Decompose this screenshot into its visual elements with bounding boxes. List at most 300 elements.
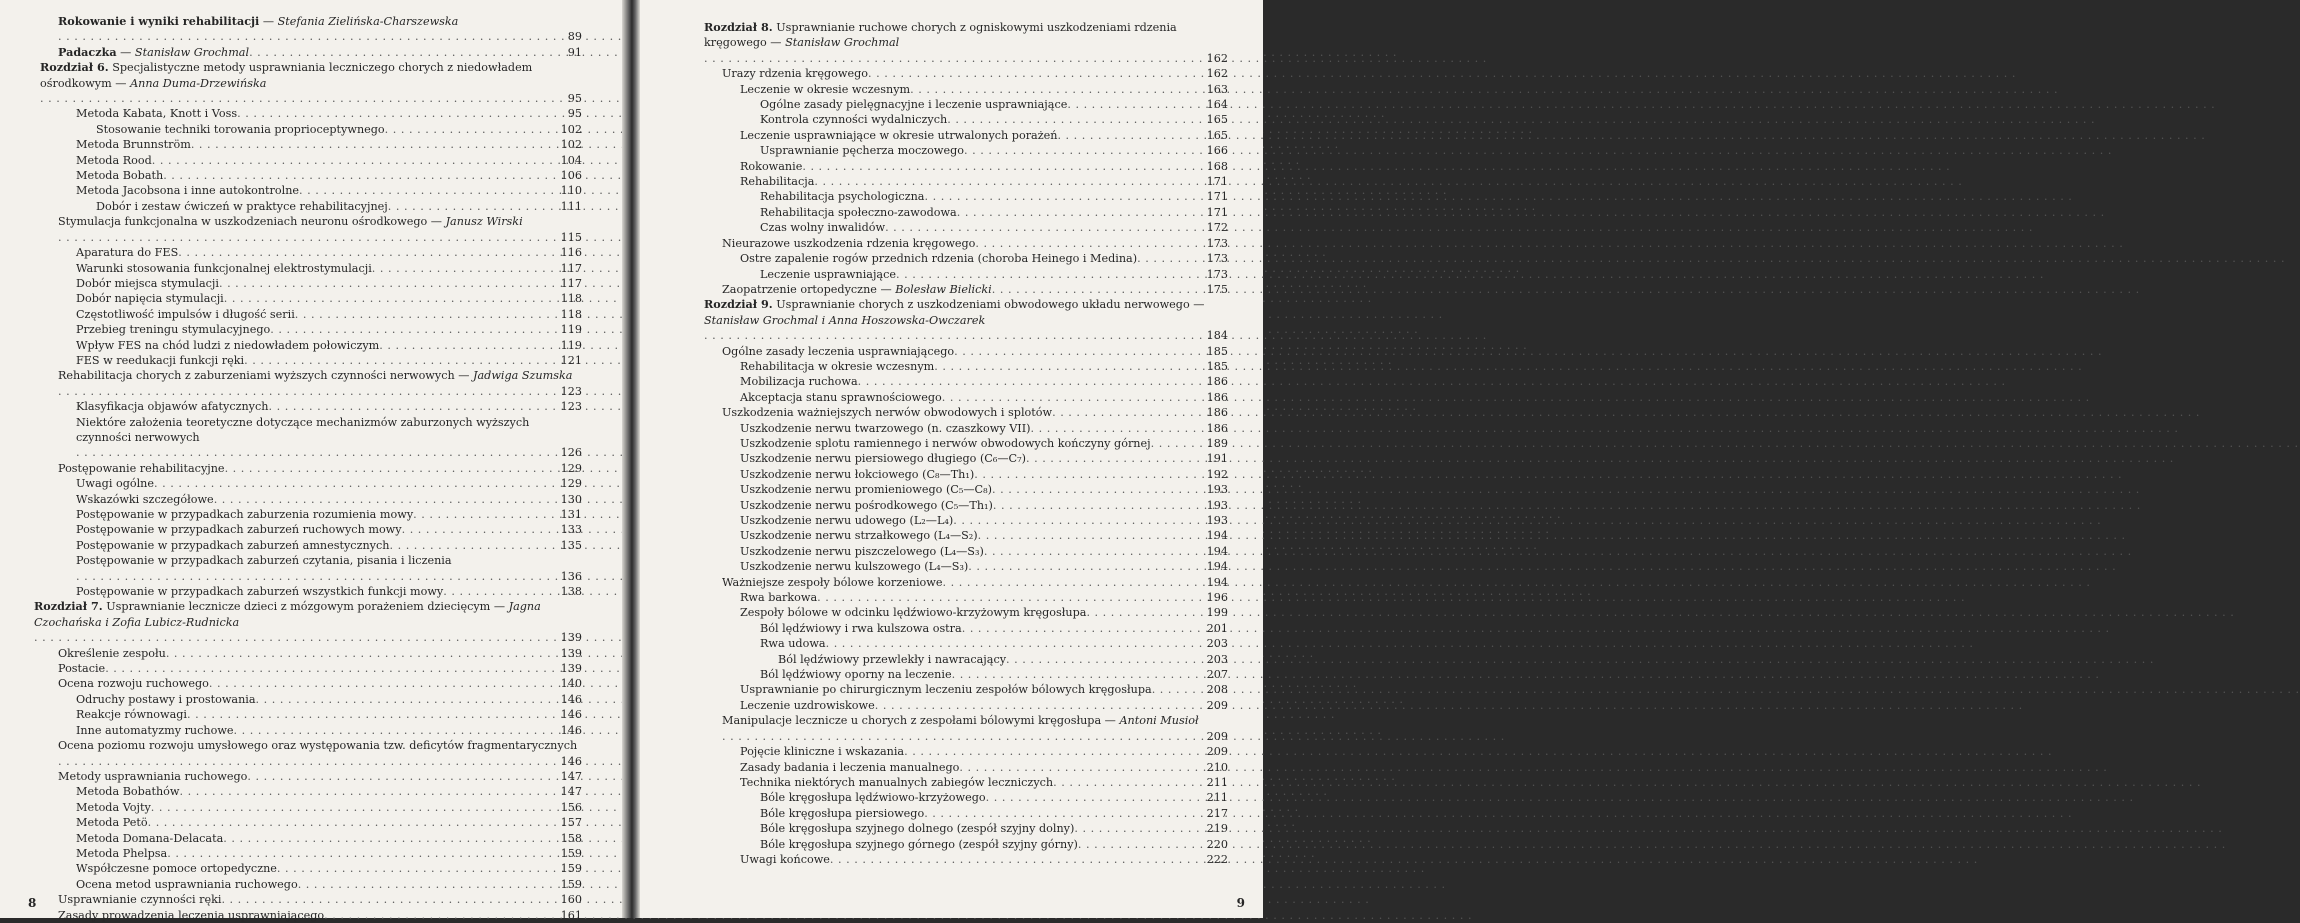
- entry-title: Rokowanie i wyniki rehabilitacji — Stefania Zielińska-Charszewska: [58, 14, 459, 28]
- toc-entry: [640, 189, 1228, 204]
- dot-leader: [249, 45, 556, 60]
- entry-author: Stanisław Grochmal i Anna Hoszowska-Owczarek: [704, 313, 986, 327]
- dot-leader: [151, 800, 556, 815]
- entry-title: [722, 405, 1052, 420]
- entry-page-number: 140: [560, 677, 582, 691]
- entry-page-number: 208: [1206, 683, 1228, 697]
- dot-leader: [385, 122, 556, 137]
- toc-entry: [0, 322, 582, 337]
- entry-tail: [40, 91, 582, 106]
- entry-text: Uszkodzenie nerwu piszczelowego (L₄—S₃): [740, 544, 984, 558]
- entry-text: Zaopatrzenie ortopedyczne: [722, 282, 877, 296]
- dot-leader: [896, 267, 1202, 282]
- toc-entry: [0, 291, 582, 306]
- entry-title: [760, 143, 964, 158]
- entry-text: Zasady prowadzenia leczenia usprawniającego: [58, 908, 325, 922]
- dot-leader: [704, 51, 1202, 66]
- toc-entry: [640, 451, 1228, 466]
- toc-entry: [640, 652, 1228, 667]
- entry-page-number: 123: [560, 384, 582, 398]
- entry-page-number: 209: [1206, 729, 1228, 743]
- entry-title: [76, 276, 219, 291]
- entry-text: Usprawnianie lecznicze dzieci z mózgowym porażeniem dziecięcym: [106, 600, 491, 614]
- entry-page-number: 146: [560, 754, 582, 768]
- dot-leader: [1074, 821, 1202, 836]
- entry-title: [58, 769, 247, 784]
- entry-title: [76, 554, 452, 567]
- entry-text: Aparatura do FES: [76, 246, 179, 260]
- entry-title: [740, 82, 910, 97]
- toc-entry: [0, 861, 582, 876]
- entry-title: [58, 661, 105, 676]
- entry-text: Zespoły bólowe w odcinku lędźwiowo-krzyżowym kręgosłupa: [740, 606, 1087, 620]
- dot-leader: [704, 328, 1202, 343]
- dot-leader: [187, 707, 556, 722]
- dot-leader: [826, 636, 1202, 651]
- entry-title: Rehabilitacja chorych z zaburzeniami wyższych czynności nerwowych — Jadwiga Szumska: [58, 369, 573, 383]
- toc-entry: [0, 137, 582, 152]
- dot-leader: [992, 282, 1202, 297]
- toc-entry: [0, 738, 582, 769]
- toc-entry: [0, 399, 582, 414]
- entry-text: Metoda Phelpsa: [76, 846, 168, 860]
- entry-text: Uszkodzenie nerwu udowego (L₂—L₄): [740, 514, 954, 527]
- toc-entry: [0, 908, 582, 923]
- entry-tail: [58, 384, 582, 399]
- entry-text: Akceptacja stanu sprawnościowego: [740, 390, 942, 404]
- dot-leader: [1151, 436, 1202, 451]
- entry-text: Mobilizacja ruchowa: [740, 375, 858, 389]
- entry-page-number: 196: [1206, 591, 1228, 605]
- toc-entry: [640, 390, 1228, 405]
- entry-page-number: 147: [560, 769, 582, 783]
- dot-leader: [76, 569, 556, 584]
- toc-entry: [0, 261, 582, 276]
- dot-leader: [1078, 837, 1202, 852]
- entry-text: Postępowanie w przypadkach zaburzenia rozumienia mowy: [76, 508, 414, 521]
- entry-text: Inne automatyzmy ruchowe: [76, 723, 234, 737]
- dot-leader: [1152, 682, 1202, 697]
- dot-leader: [947, 112, 1202, 127]
- entry-page-number: 162: [1206, 51, 1228, 65]
- entry-title: [76, 476, 154, 491]
- entry-title: [76, 584, 443, 599]
- dot-leader: [986, 790, 1202, 805]
- entry-page-number: 147: [560, 785, 582, 799]
- entry-author: Jagna Czochańska i Zofia Lubicz-Rudnicka: [34, 600, 541, 629]
- toc-entry: [640, 667, 1228, 682]
- entry-page-number: 173: [1206, 252, 1228, 266]
- entry-title: [76, 692, 256, 707]
- entry-page-number: 95: [567, 107, 582, 121]
- entry-text: Rokowanie: [740, 159, 803, 173]
- entry-title: [76, 707, 187, 722]
- dot-leader: [372, 261, 556, 276]
- entry-page-number: 194: [1206, 529, 1228, 543]
- toc-entry: [0, 769, 582, 784]
- entry-page-number: 146: [560, 692, 582, 706]
- entry-page-number: 138: [560, 585, 582, 599]
- entry-page-number: 203: [1206, 637, 1228, 651]
- dot-leader: [268, 399, 556, 414]
- toc-entry: [0, 507, 582, 522]
- entry-page-number: 168: [1206, 159, 1228, 173]
- entry-title: [740, 775, 1053, 790]
- entry-title: [58, 908, 324, 923]
- toc-entry: [640, 143, 1228, 158]
- toc-entry: [0, 122, 582, 137]
- entry-text: Częstotliwość impulsów i długość serii: [76, 307, 295, 321]
- entry-text: Metoda Vojty: [76, 800, 151, 814]
- toc-chapter-entry: [0, 60, 582, 106]
- entry-tail: [58, 29, 582, 44]
- toc-entry: [640, 405, 1228, 420]
- entry-text: Reakcje równowagi: [76, 708, 187, 722]
- entry-text: Usprawnianie pęcherza moczowego: [760, 144, 965, 158]
- entry-title: [740, 528, 978, 543]
- dot-leader: [953, 513, 1202, 528]
- dot-leader: [1006, 652, 1202, 667]
- dot-leader: [974, 467, 1202, 482]
- entry-text: Klasyfikacja objawów afatycznych: [76, 400, 269, 414]
- entry-title: [76, 399, 268, 414]
- entry-page-number: 156: [560, 800, 582, 814]
- chapter-label: Rozdział 6.: [40, 60, 109, 75]
- entry-page-number: 123: [560, 400, 582, 414]
- entry-page-number: 203: [1206, 652, 1228, 666]
- entry-text: Bóle kręgosłupa lędźwiowo-krzyżowego: [760, 791, 986, 805]
- entry-title: [58, 646, 166, 661]
- entry-text: Kontrola czynności wydalniczych: [760, 113, 948, 127]
- dot-leader: [277, 861, 556, 876]
- entry-title: [76, 307, 295, 322]
- entry-title: [76, 322, 270, 337]
- toc-entry: [640, 528, 1228, 543]
- entry-page-number: 193: [1206, 498, 1228, 512]
- toc-entry: [0, 661, 582, 676]
- toc-entry: [640, 97, 1228, 112]
- entry-title: [740, 590, 817, 605]
- entry-text: Ogólne zasady leczenia usprawniającego: [722, 344, 955, 358]
- entry-text: Rehabilitacja chorych z zaburzeniami wyższych czynności nerwowych: [58, 369, 455, 383]
- toc-entry: [640, 590, 1228, 605]
- dot-leader: [942, 390, 1202, 405]
- entry-page-number: 171: [1206, 190, 1228, 204]
- entry-page-number: 201: [1206, 621, 1228, 635]
- entry-title: [722, 66, 868, 81]
- entry-title: [58, 461, 225, 476]
- entry-page-number: 135: [560, 538, 582, 552]
- dot-leader: [934, 359, 1202, 374]
- entry-title: [722, 236, 975, 251]
- entry-page-number: 116: [560, 246, 582, 260]
- entry-page-number: 173: [1206, 267, 1228, 281]
- dot-leader: [234, 723, 556, 738]
- dot-leader: [1031, 421, 1203, 436]
- toc-entry: [640, 575, 1228, 590]
- dot-leader: [299, 183, 556, 198]
- entry-text: Metody usprawniania ruchowego: [58, 769, 248, 783]
- entry-page-number: 211: [1206, 791, 1228, 805]
- entry-text: Metoda Petö: [76, 816, 148, 830]
- dot-leader: [324, 908, 556, 923]
- entry-text: Bóle kręgosłupa piersiowego: [760, 806, 925, 820]
- toc-entry: [0, 415, 582, 461]
- entry-title: Manipulacje lecznicze u chorych z zespołami bólowymi kręgosłupa — Antoni Musioł: [722, 714, 1199, 728]
- dot-leader: [802, 159, 1202, 174]
- toc-entry: [640, 621, 1228, 636]
- dot-leader: [978, 528, 1202, 543]
- dot-leader: [904, 744, 1202, 759]
- toc-entry: [640, 421, 1228, 436]
- toc-entry: [640, 267, 1228, 282]
- dot-leader: [1086, 605, 1202, 620]
- toc-entry: [0, 584, 582, 599]
- entry-author: Janusz Wirski: [445, 215, 523, 229]
- entry-text: Ból lędźwiowy przewlekły i nawracający: [778, 652, 1007, 666]
- entry-text: Ból lędźwiowy i rwa kulszowa ostra: [760, 621, 962, 635]
- entry-author: Anna Duma-Drzewińska: [130, 76, 267, 90]
- entry-title: [760, 821, 1074, 836]
- entry-text: Współczesne pomoce ortopedyczne: [76, 862, 277, 876]
- entry-text: Usprawnianie po chirurgicznym leczeniu zespołów bólowych kręgosłupa: [740, 683, 1152, 697]
- entry-page-number: 115: [560, 230, 582, 244]
- entry-title: [76, 168, 163, 183]
- entry-text: Metoda Rood: [76, 153, 152, 167]
- entry-title: Padaczka — Stanisław Grochmal: [58, 44, 250, 59]
- entry-page-number: 194: [1206, 544, 1228, 558]
- toc-entry: [0, 522, 582, 537]
- dot-leader: [154, 476, 556, 491]
- entry-page-number: 146: [560, 723, 582, 737]
- toc-entry: [640, 251, 1228, 266]
- table-of-contents-right: [640, 20, 1228, 867]
- entry-page-number: 186: [1206, 421, 1228, 435]
- dot-leader: [993, 498, 1202, 513]
- entry-title: [76, 245, 178, 260]
- entry-text: Bóle kręgosłupa szyjnego dolnego (zespół szyjny dolny): [760, 822, 1075, 836]
- entry-page-number: 160: [560, 893, 582, 907]
- entry-text: Rehabilitacja społeczno-zawodowa: [760, 205, 957, 219]
- entry-page-number: 121: [560, 353, 582, 367]
- entry-page-number: 117: [560, 276, 582, 290]
- entry-page-number: 161: [560, 908, 582, 922]
- toc-entry: [0, 245, 582, 260]
- toc-entry: [0, 815, 582, 830]
- entry-author: Bolesław Bielicki: [895, 282, 992, 296]
- entry-page-number: 119: [560, 323, 582, 337]
- entry-text: Usprawnianie chorych z uszkodzeniami obwodowego układu nerwowego: [776, 298, 1190, 312]
- entry-title: [760, 837, 1078, 852]
- dot-leader: [180, 784, 557, 799]
- toc-entry: [640, 790, 1228, 805]
- entry-tail: [76, 445, 582, 460]
- toc-entry: [640, 636, 1228, 651]
- entry-text: Niektóre założenia teoretyczne dotyczące mechanizmów zaburzonych wyższych czynności nerwowych: [76, 415, 530, 444]
- entry-title: [76, 831, 223, 846]
- entry-text: Specjalistyczne metody usprawniania leczniczego chorych z niedowładem ośrodkowym: [40, 61, 533, 90]
- entry-page-number: 139: [560, 646, 582, 660]
- entry-page-number: 166: [1206, 144, 1228, 158]
- dot-leader: [1053, 775, 1202, 790]
- dot-leader: [957, 205, 1202, 220]
- entry-text: Wpływ FES na chód ludzi z niedowładem połowiczym: [76, 338, 380, 352]
- entry-page-number: 139: [560, 662, 582, 676]
- entry-title: [76, 106, 237, 121]
- entry-page-number: 194: [1206, 560, 1228, 574]
- dot-leader: [237, 106, 556, 121]
- entry-title: [740, 251, 1137, 266]
- entry-page-number: 110: [560, 184, 582, 198]
- toc-entry: [0, 892, 582, 907]
- toc-entry: [640, 682, 1228, 697]
- dot-leader: [1137, 251, 1202, 266]
- entry-title: [76, 338, 379, 353]
- entry-text: Rwa barkowa: [740, 591, 818, 605]
- dot-leader: [817, 590, 1202, 605]
- entry-page-number: 186: [1206, 406, 1228, 420]
- dot-leader: [270, 322, 556, 337]
- entry-text: Rehabilitacja: [740, 175, 815, 189]
- entry-page-number: 130: [560, 492, 582, 506]
- entry-page-number: 189: [1206, 436, 1228, 450]
- entry-page-number: 209: [1206, 698, 1228, 712]
- dot-leader: [225, 461, 556, 476]
- entry-page-number: 220: [1206, 837, 1228, 851]
- entry-title: [740, 436, 1151, 451]
- page-number-right: 9: [1236, 896, 1245, 910]
- toc-entry: [0, 492, 582, 507]
- entry-tail: [58, 754, 582, 769]
- dot-leader: [984, 544, 1202, 559]
- entry-title: [740, 744, 904, 759]
- entry-page-number: 165: [1206, 128, 1228, 142]
- dot-leader: [924, 189, 1202, 204]
- dot-leader: [959, 760, 1202, 775]
- entry-text: Rehabilitacja w okresie wczesnym: [740, 359, 935, 373]
- entry-page-number: 173: [1206, 236, 1228, 250]
- entry-text: Ocena rozwoju ruchowego: [58, 677, 209, 691]
- entry-page-number: 184: [1206, 329, 1228, 343]
- entry-text: Uszkodzenie nerwu strzałkowego (L₄—S₂): [740, 529, 978, 543]
- entry-page-number: 186: [1206, 390, 1228, 404]
- entry-text: Rehabilitacja psychologiczna: [760, 190, 925, 204]
- toc-entry: [640, 174, 1228, 189]
- entry-author: Stefania Zielińska-Charszewska: [277, 15, 459, 28]
- entry-title: [760, 636, 826, 651]
- entry-page-number: 159: [560, 846, 582, 860]
- toc-entry: [640, 128, 1228, 143]
- toc-entry: [640, 359, 1228, 374]
- entry-page-number: 126: [560, 446, 582, 460]
- entry-text: Bóle kręgosłupa szyjnego górnego (zespół szyjny górny): [760, 837, 1078, 851]
- entry-title: [96, 199, 388, 214]
- toc-entry: [640, 760, 1228, 775]
- toc-entry: [0, 707, 582, 722]
- entry-text: Ważniejsze zespoły bólowe korzeniowe: [722, 575, 943, 589]
- toc-entry: [640, 159, 1228, 174]
- entry-page-number: 222: [1206, 852, 1228, 866]
- toc-chapter-entry: [640, 20, 1228, 66]
- dot-leader: [954, 344, 1202, 359]
- dot-leader: [413, 507, 556, 522]
- entry-title: [76, 815, 148, 830]
- dot-leader: [178, 245, 556, 260]
- toc-entry: [0, 538, 582, 553]
- entry-title: [76, 784, 180, 799]
- entry-text: Ocena metod usprawniania ruchowego: [76, 877, 298, 891]
- entry-text: Czas wolny inwalidów: [760, 221, 886, 235]
- entry-text: Leczenie usprawniające: [760, 267, 896, 281]
- entry-page-number: 163: [1206, 82, 1228, 96]
- entry-page-number: 172: [1206, 221, 1228, 235]
- dot-leader: [388, 199, 556, 214]
- table-of-contents-left: [0, 14, 582, 923]
- toc-entry: [0, 338, 582, 353]
- entry-page-number: 193: [1206, 514, 1228, 527]
- entry-title: [740, 451, 1026, 466]
- entry-page-number: 129: [560, 461, 582, 475]
- toc-entry: [0, 106, 582, 121]
- dot-leader: [247, 769, 556, 784]
- entry-text: Metoda Domana-Delacata: [76, 831, 224, 845]
- entry-text: Postępowanie w przypadkach zaburzeń czytania, pisania i liczenia: [76, 554, 452, 568]
- entry-title: [760, 621, 962, 636]
- entry-page-number: 207: [1206, 668, 1228, 682]
- dot-leader: [219, 276, 556, 291]
- entry-title: [740, 359, 934, 374]
- dot-leader: [814, 174, 1202, 189]
- toc-entry: [0, 45, 582, 60]
- dot-leader: [992, 482, 1202, 497]
- entry-author: Stanisław Grochmal: [785, 36, 900, 50]
- entry-title: [76, 507, 413, 522]
- dot-leader: [148, 815, 556, 830]
- entry-text: Ogólne zasady pielęgnacyjne i leczenie usprawniające: [760, 98, 1068, 112]
- entry-text: Postępowanie rehabilitacyjne: [58, 461, 225, 475]
- dot-leader: [58, 754, 556, 769]
- entry-title: [740, 559, 968, 574]
- dot-leader: [58, 384, 556, 399]
- dot-leader: [76, 445, 556, 460]
- dot-leader: [221, 892, 556, 907]
- entry-page-number: 118: [560, 292, 582, 306]
- dot-leader: [968, 559, 1202, 574]
- toc-entry: [0, 153, 582, 168]
- entry-text: Uwagi ogólne: [76, 477, 155, 491]
- dot-leader: [244, 353, 556, 368]
- toc-entry: [640, 744, 1228, 759]
- toc-entry: [0, 692, 582, 707]
- toc-entry: [0, 646, 582, 661]
- dot-leader: [722, 729, 1202, 744]
- entry-text: Uszkodzenie nerwu pośrodkowego (C₅—Th₁): [740, 498, 993, 512]
- entry-title: [760, 112, 947, 127]
- entry-page-number: 139: [560, 631, 582, 645]
- entry-title: [760, 667, 952, 682]
- entry-text: Metoda Brunnström: [76, 138, 191, 152]
- entry-page-number: 186: [1206, 375, 1228, 389]
- toc-entry: [0, 214, 582, 245]
- toc-entry: [0, 784, 582, 799]
- toc-entry: [640, 775, 1228, 790]
- toc-entry: [640, 713, 1228, 744]
- entry-page-number: 192: [1206, 467, 1228, 481]
- toc-entry: [640, 852, 1228, 867]
- entry-title: [76, 416, 529, 444]
- entry-title: [760, 220, 885, 235]
- entry-text: Dobór napięcia stymulacji: [76, 292, 224, 306]
